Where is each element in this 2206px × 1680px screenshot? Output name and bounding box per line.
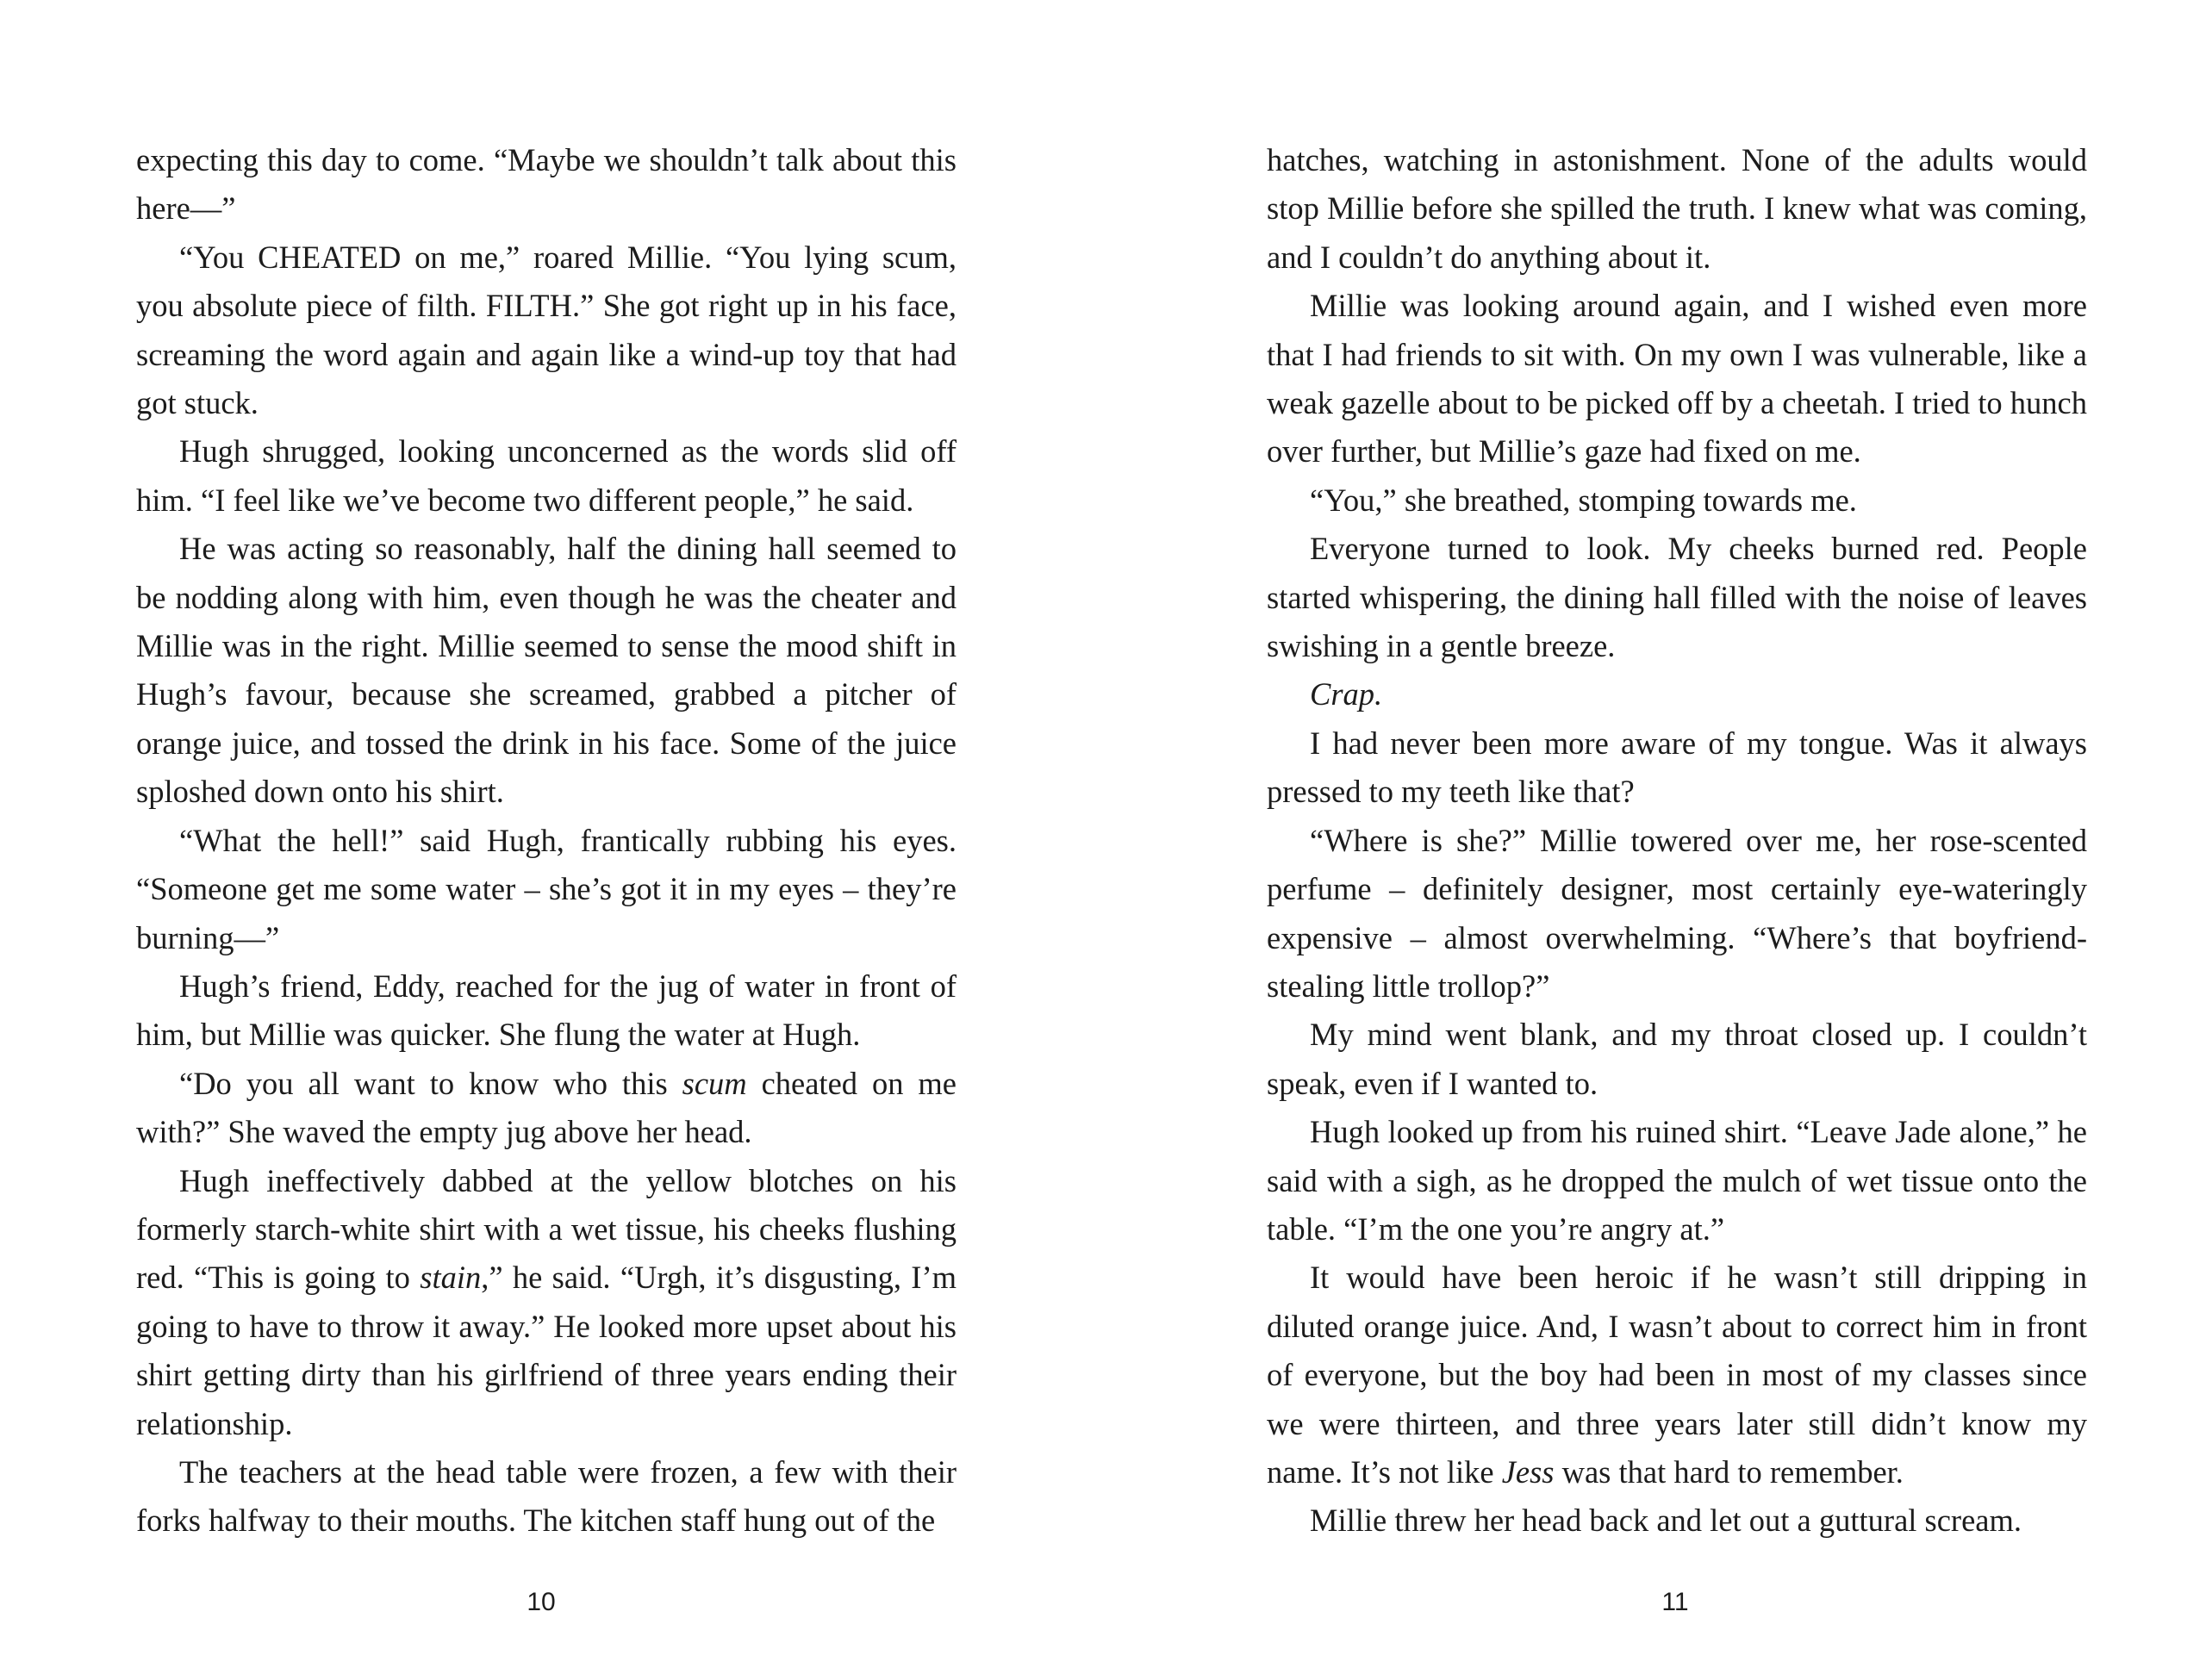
paragraph xyxy=(136,233,957,428)
text-segment: My mind went blank, and my throat closed up. I couldn’t speak, even if I wanted to. xyxy=(1267,1017,2087,1101)
paragraph xyxy=(1267,1496,2087,1545)
text-segment: “Where is she?” Millie towered over me, her rose-scented perfume – definitely designer, most certainly eye-wateringly expensive – almost overwhelming. “Where’s that boyfriend-stealing little trollop?” xyxy=(1267,822,2087,1004)
paragraph xyxy=(1267,670,2087,719)
italic-text-segment: Jess xyxy=(1501,1453,1555,1490)
paragraph xyxy=(136,525,957,816)
text-segment: He was acting so reasonably, half the dining hall seemed to be nodding along with him, even though he was the cheater and Millie was in the right. Millie seemed to sense the mood shift in Hugh’s favour, because she screamed, grabbed a pitcher of orange juice, and tossed the drink in his face. Some of the juice sploshed down onto his shirt. xyxy=(136,531,957,810)
paragraph xyxy=(1267,136,2087,282)
text-segment: expecting this day to come. “Maybe we shouldn’t talk about this here—” xyxy=(136,142,957,227)
text-segment: “Do you all want to know who this xyxy=(179,1065,682,1101)
paragraph xyxy=(136,427,957,525)
text-segment: Hugh looked up from his ruined shirt. “Leave Jade alone,” he said with a sigh, as he dropped the mulch of wet tissue onto the table. “I’m the one you’re angry at.” xyxy=(1267,1114,2087,1247)
paragraph xyxy=(136,962,957,1060)
text-segment: was that hard to remember. xyxy=(1554,1453,1904,1490)
text-segment: Hugh ineffectively dabbed at the yellow blotches on his formerly starch-white shirt with a wet tissue, his cheeks flushing red. “This is going to xyxy=(136,1162,957,1296)
text-segment: I had never been more aware of my tongue. Was it always pressed to my teeth like that? xyxy=(1267,725,2087,810)
text-segment: The teachers at the head table were frozen, a few with their forks halfway to their mouths. The kitchen staff hung out of the xyxy=(136,1453,957,1539)
paragraph xyxy=(1267,1011,2087,1108)
text-segment: “What the hell!” said Hugh, frantically rubbing his eyes. “Someone get me some water – she’s got it in my eyes – they’re burning—” xyxy=(136,822,957,955)
paragraph xyxy=(1267,817,2087,1011)
page-number-right: 11 xyxy=(1661,1588,1689,1616)
paragraph xyxy=(1267,1254,2087,1496)
text-segment: Millie threw her head back and let out a guttural scream. xyxy=(1310,1503,2022,1539)
paragraph xyxy=(136,136,957,233)
paragraph xyxy=(136,1157,957,1448)
page-number-left: 10 xyxy=(527,1588,556,1616)
text-segment: Everyone turned to look. My cheeks burned red. People started whispering, the dining hall filled with the noise of leaves swishing in a gentle breeze. xyxy=(1267,531,2087,664)
italic-text-segment: stain xyxy=(420,1260,482,1296)
text-segment: hatches, watching in astonishment. None of the adults would stop Millie before she spilled the truth. I knew what was coming, and I couldn’t do anything about it. xyxy=(1267,142,2087,275)
paragraph xyxy=(1267,476,2087,525)
text-segment: cheated on me with?” She waved the empty jug above her head. xyxy=(136,1065,957,1150)
left-page-text xyxy=(136,136,957,1546)
text-segment: Hugh shrugged, looking unconcerned as the words slid off him. “I feel like we’ve become two different people,” he said. xyxy=(136,433,957,518)
right-page-text xyxy=(1267,136,2087,1546)
text-segment: “You,” she breathed, stomping towards me. xyxy=(1310,482,1857,518)
paragraph xyxy=(136,1448,957,1546)
paragraph xyxy=(1267,1108,2087,1254)
right-page xyxy=(1103,0,2206,1680)
paragraph xyxy=(136,817,957,962)
italic-text-segment: scum xyxy=(682,1065,747,1101)
paragraph xyxy=(1267,719,2087,817)
text-segment: “You CHEATED on me,” roared Millie. “You lying scum, you absolute piece of filth. FILTH.” She got right up in his face, screaming the word again and again like a wind-up toy that had got stuck. xyxy=(136,239,957,421)
text-segment: ,” he said. “Urgh, it’s disgusting, I’m going to have to throw it away.” He looked more upset about his shirt getting dirty than his girlfriend of three years ending their relationship. xyxy=(136,1260,957,1441)
paragraph xyxy=(1267,525,2087,670)
text-segment: Millie was looking around again, and I wished even more that I had friends to sit with. On my own I was vulnerable, like a weak gazelle about to be picked off by a cheetah. I tried to hunch over further, but Millie’s gaze had fixed on me. xyxy=(1267,288,2087,470)
text-segment: It would have been heroic if he wasn’t still dripping in diluted orange juice. And, I wasn’t about to correct him in front of everyone, but the boy had been in most of my classes since we were thirteen, and three years later still didn’t know my name. It’s not like xyxy=(1267,1260,2087,1490)
paragraph xyxy=(1267,282,2087,476)
text-segment: Hugh’s friend, Eddy, reached for the jug of water in front of him, but Millie was quicker. She flung the water at Hugh. xyxy=(136,968,957,1053)
italic-text-segment: Crap. xyxy=(1310,676,1383,712)
paragraph xyxy=(136,1060,957,1157)
